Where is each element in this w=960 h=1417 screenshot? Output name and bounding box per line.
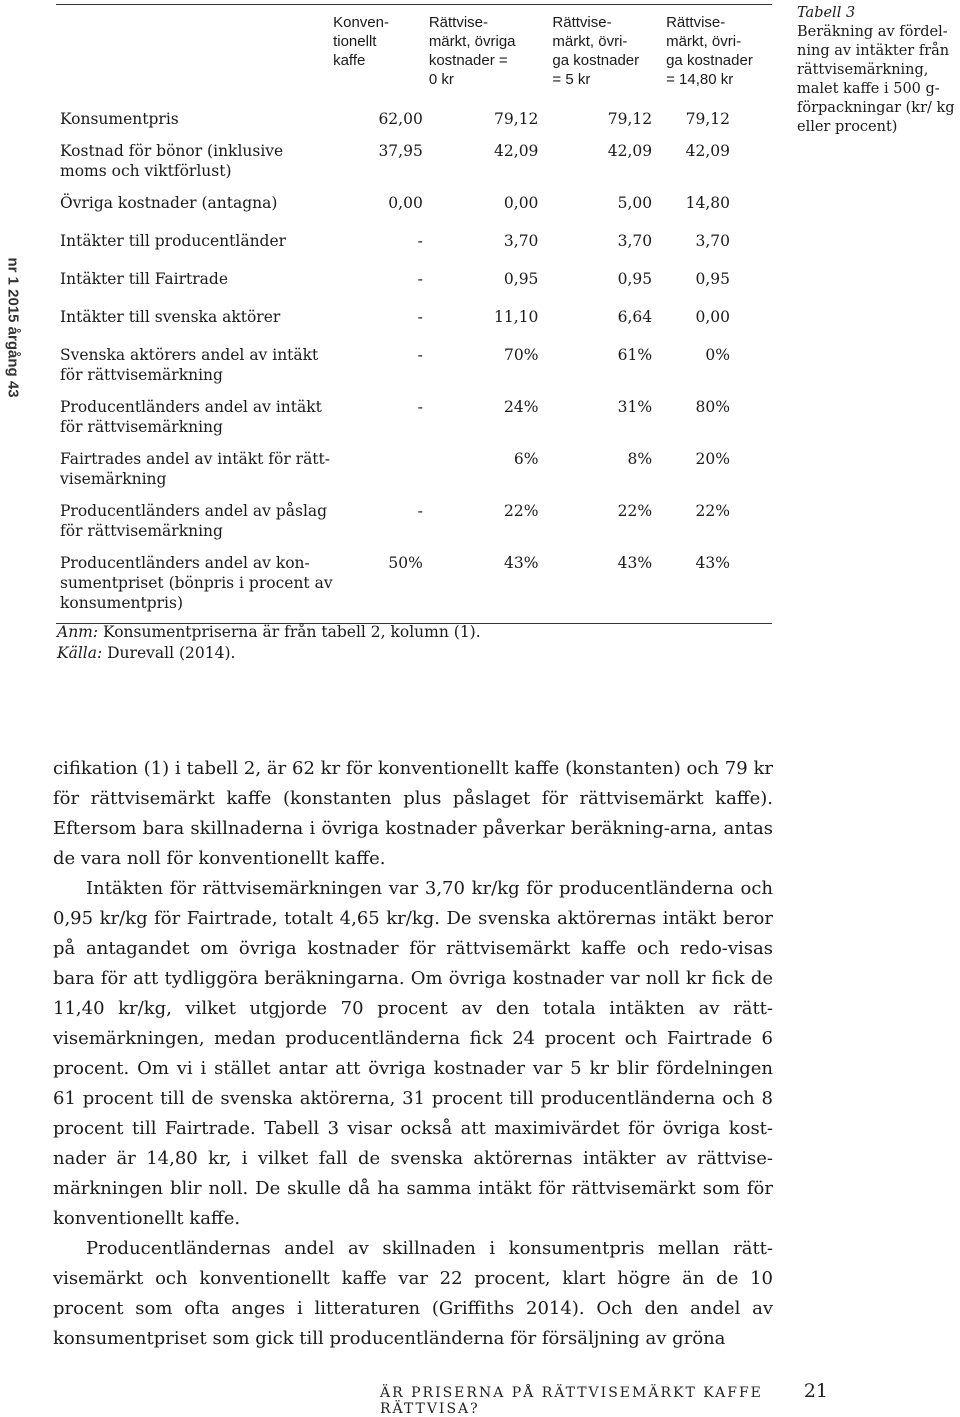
cell-value: - [417,232,423,250]
header-cell-fair-1480 [666,5,772,104]
header-cell-conventional [333,5,429,104]
cell-value: 42,09 [494,142,539,160]
cell-value: 80% [695,398,730,416]
cell-value: 42,09 [685,142,730,160]
cell-value: 0% [705,346,730,364]
cell-value: - [417,398,423,416]
cell-value: 50% [333,547,429,624]
cell-value: - [417,308,423,326]
table-row [56,443,772,495]
row-label: Övriga kostnader (antagna) [60,194,278,212]
table-row [56,187,772,219]
note-source [57,643,481,664]
cell-value: 61% [617,346,653,364]
cell-value: 22% [503,502,539,520]
row-label: Svenska aktörers andel av intäkt för rättvisemärkning [60,346,319,384]
cell-value: 31% [617,398,653,416]
cell-value: 3,70 [503,232,539,250]
paragraph: cifikation (1) i tabell 2, är 62 kr för konventionellt kaffe (konstanten) och 79 kr för rättvisemärkt kaffe (konstanten plus påslaget för rättvisemärkt kaffe). Eftersom bara skillnaderna i övriga kostnader påverkar beräkning-arna, antas de vara noll för konventionellt kaffe. [53,758,773,869]
table-row [56,219,772,257]
cell-value: 22% [695,502,730,520]
cell-value: 5,00 [617,194,653,212]
header-cell-label [56,5,333,104]
cell-value: 6,64 [617,308,653,326]
cell-value: 20% [695,450,730,468]
row-label: Konsumentpris [60,110,179,128]
row-label: Intäkter till Fairtrade [60,270,229,288]
cell-value: 79,12 [494,110,539,128]
header-text: Rättvise- märkt, övriga kostnader = 0 kr [428,14,516,88]
cell-value: 0,00 [695,308,730,326]
journal-issue-text: nr 1 2015 årgång 43 [4,257,22,398]
header-text: Rättvise- märkt, övri- ga kostnader = 14,80 kr [666,14,753,88]
page-number: 21 [803,1380,828,1402]
data-table-container [56,4,772,624]
row-label: Producentländers andel av kon-sumentpriset (bönpris i procent av konsumentpris) [56,547,333,624]
table-row [56,391,772,443]
cell-value [333,443,429,495]
cell-value: - [417,502,423,520]
note-anm-label: Anm: [57,623,99,641]
note-source-label: Källa: [57,644,103,662]
cell-value: 37,95 [378,142,423,160]
paragraph: Intäkten för rättvisemärkningen var 3,70 kr/kg för producentländerna och 0,95 kr/kg för Fairtrade, totalt 4,65 kr/kg. De svenska aktörernas intäkt beror på antagandet om övriga kostnader för rättvisemärkt kaffe och redo-visas bara för att tydliggöra beräkningarna. Om övriga kostnader var noll kr fick de 11,40 kr/kg, vilket utgjorde 70 procent av den totala intäkten av rätt-visemärkningen, medan producentländerna fick 24 procent och Fairtrade 6 procent. Om vi i stället antar att övriga kostnader var 5 kr blir fördelningen 61 procent till de svenska aktörerna, 31 procent till producentländerna och 8 procent till Fairtrade. Tabell 3 visar också att maximivärdet för övriga kost-nader är 14,80 kr, i vilket fall de svenska aktörernas intäkter av rättvise-märkningen blir noll. De skulle då ha samma intäkt för rättvisemärkt som för konventionellt kaffe. [53,878,773,1229]
cell-value: 0,95 [695,270,730,288]
paragraph: Producentländernas andel av skillnaden i konsumentpris mellan rätt-visemärkt och konventionellt kaffe var 22 procent, klart högre än de 10 procent som ofta anges i litteraturen (Griffiths 2014). Och den andel av konsumentpriset som gick till producentländerna för försäljning av gröna [53,1238,773,1349]
cell-value: 43% [429,547,553,624]
cell-value: 0,95 [617,270,653,288]
cell-value: 6% [513,450,539,468]
cell-value: 24% [503,398,539,416]
cell-value: 14,80 [685,194,730,212]
cell-value: 43% [666,547,772,624]
table-row [56,495,772,547]
table-row [56,295,772,333]
cell-value: 0,00 [503,194,539,212]
note-anm-text: Konsumentpriserna är från tabell 2, kolumn (1). [98,623,481,641]
cell-value: 3,70 [617,232,653,250]
cell-value: 70% [503,346,539,364]
page-footer [380,1380,828,1417]
row-label: Producentländers andel av påslag för rättvisemärkning [60,502,328,540]
header-text: Rättvise- märkt, övri- ga kostnader = 5 kr [552,14,640,88]
row-label: Kostnad för bönor (inklusive moms och viktförlust) [60,142,284,180]
table-row [56,333,772,391]
note-anm [57,622,481,643]
body-text [53,754,773,1354]
table-header-row [56,5,772,104]
cell-value: 0,00 [388,194,423,212]
row-label: Producentländers andel av intäkt för rättvisemärkning [60,398,322,436]
table-caption-text: Beräkning av fördel-ning av intäkter från rättvisemärkning, malet kaffe i 500 g-förpackningar (kr/ kg eller procent) [797,24,955,135]
cell-value: 22% [617,502,653,520]
row-label: Fairtrades andel av intäkt för rätt-visemärkning [60,450,331,488]
cell-value: 62,00 [378,110,423,128]
row-label: Intäkter till producentländer [60,232,287,250]
cell-value: 79,12 [685,110,730,128]
table-row [56,103,772,135]
table-row [56,135,772,187]
data-table [56,4,772,624]
row-label: Intäkter till svenska aktörer [60,308,281,326]
table-row [56,257,772,295]
cell-value: 11,10 [494,308,539,326]
header-cell-fair-0 [429,5,553,104]
cell-value: - [417,346,423,364]
running-title: ÄR PRISERNA PÅ RÄTTVISEMÄRKT KAFFE RÄTTVISA? [380,1385,763,1417]
cell-value: 79,12 [607,110,653,128]
table-caption [797,4,957,137]
header-text: Konven- tionellt kaffe [333,14,389,69]
table-row [56,547,772,624]
cell-value: 0,95 [503,270,539,288]
cell-value: 42,09 [607,142,653,160]
table-number: Tabell 3 [797,5,856,21]
cell-value: 8% [627,450,653,468]
cell-value: 3,70 [695,232,730,250]
table-notes [57,622,481,664]
cell-value: 43% [552,547,666,624]
journal-issue-label [0,240,26,415]
header-cell-fair-5 [552,5,666,104]
cell-value: - [417,270,423,288]
note-source-text: Durevall (2014). [102,644,236,662]
